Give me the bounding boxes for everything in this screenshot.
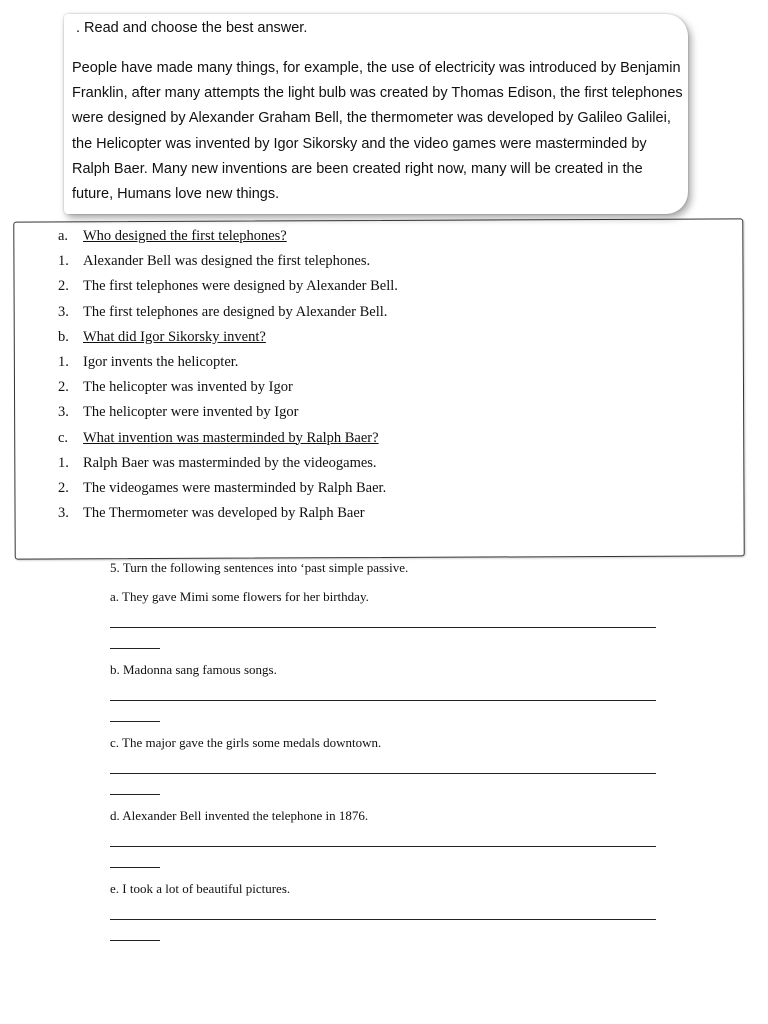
exercise-item	[110, 881, 670, 954]
exercise-sentence: b. Madonna sang famous songs.	[110, 662, 277, 677]
option-number: 1.	[58, 454, 69, 471]
option-text: The helicopter was invented by Igor	[83, 379, 293, 396]
option-text: Ralph Baer was masterminded by the videogames.	[83, 454, 377, 471]
question-prompt-b	[58, 327, 738, 352]
answer-line-continuation[interactable]	[110, 794, 160, 795]
option-number: 3.	[58, 303, 69, 320]
option-number: 3.	[58, 505, 69, 522]
answer-option[interactable]	[58, 402, 738, 427]
answer-line-continuation[interactable]	[110, 648, 160, 649]
exercise-item	[110, 662, 670, 735]
answer-option[interactable]	[58, 352, 738, 377]
reading-card	[64, 14, 688, 214]
exercise-sentence: d. Alexander Bell invented the telephone in 1876.	[110, 808, 369, 823]
question-text: What did Igor Sikorsky invent?	[83, 328, 266, 345]
option-text: The first telephones are designed by Alexander Bell.	[83, 303, 388, 320]
answer-line-continuation[interactable]	[110, 867, 160, 868]
question-marker: c.	[58, 429, 69, 446]
answer-line[interactable]	[110, 773, 656, 774]
question-text: Who designed the first telephones?	[83, 228, 287, 244]
answer-line[interactable]	[110, 846, 656, 847]
question-text: What invention was masterminded by Ralph Baer?	[83, 429, 379, 446]
answer-option[interactable]	[58, 251, 738, 276]
option-text: The Thermometer was developed by Ralph Baer	[83, 505, 365, 522]
exercise-sentence: e. I took a lot of beautiful pictures.	[110, 881, 291, 896]
question-prompt-c	[58, 428, 738, 453]
answer-line[interactable]	[110, 919, 656, 920]
answer-line[interactable]	[110, 700, 656, 701]
answer-line-continuation[interactable]	[110, 940, 160, 941]
question-prompt-a	[58, 226, 738, 251]
option-number: 2.	[58, 379, 69, 396]
option-text: The helicopter were invented by Igor	[83, 404, 299, 421]
option-text: Alexander Bell was designed the first telephones.	[83, 253, 371, 270]
answer-option[interactable]	[58, 453, 738, 478]
answer-option[interactable]	[58, 503, 738, 528]
question-marker: a.	[58, 228, 69, 244]
answer-option[interactable]	[58, 377, 738, 402]
exercise-sentence: a. They gave Mimi some flowers for her birthday.	[110, 589, 369, 604]
option-number: 1.	[58, 253, 69, 270]
option-text: The first telephones were designed by Alexander Bell.	[83, 278, 398, 295]
questions-list	[58, 226, 738, 528]
exercise-item	[110, 808, 670, 881]
passive-exercise	[110, 560, 670, 954]
answer-option[interactable]	[58, 276, 738, 301]
reading-instruction: . Read and choose the best answer.	[76, 20, 308, 36]
option-number: 3.	[58, 404, 69, 421]
option-number: 2.	[58, 479, 69, 496]
answer-line-continuation[interactable]	[110, 721, 160, 722]
option-text: Igor invents the helicopter.	[83, 353, 239, 370]
exercise-sentence: c. The major gave the girls some medals downtown.	[110, 735, 382, 750]
question-marker: b.	[58, 328, 69, 345]
option-number: 1.	[58, 353, 69, 370]
answer-line[interactable]	[110, 627, 656, 628]
exercise-item	[110, 589, 670, 662]
answer-option[interactable]	[58, 478, 738, 503]
option-number: 2.	[58, 278, 69, 295]
answer-option[interactable]	[58, 302, 738, 327]
exercise-item	[110, 735, 670, 808]
reading-passage: People have made many things, for example, the use of electricity was introduced by Benjamin Franklin, after many attempts the light bulb was created by Thomas Edison, the first telephones were designed by Alexander Graham Bell, the thermometer was developed by Galileo Galilei, the Helicopter was invented by Igor Sikorsky and the video games were masterminded by Ralph Baer. Many new inventions are been created right now, many will be created in the future, Humans love new things.	[72, 60, 683, 203]
option-text: The videogames were masterminded by Ralph Baer.	[83, 479, 387, 496]
exercise-title: 5. Turn the following sentences into ‘past simple passive.	[110, 560, 409, 575]
